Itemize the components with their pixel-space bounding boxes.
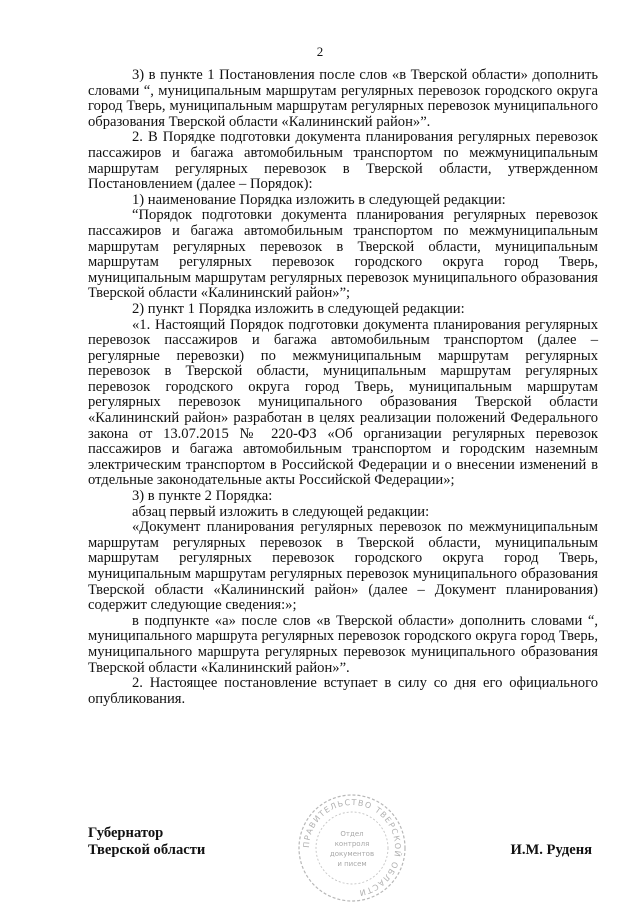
document-body	[88, 68, 598, 707]
page-number: 2	[316, 44, 324, 59]
paragraph-11: 2. Настоящее постановление вступает в силу со дня его официального опубликования.	[88, 675, 598, 707]
paragraph-7: 3) в пункте 2 Порядка:	[132, 488, 273, 505]
paragraph-2: 2. В Порядке подготовки документа планирования регулярных перевозок пассажиров и багажа автомобильным транспортом по межмуниципальным маршрутам регулярных перевозок в Тверской области, утвержденном Постановлением (далее – Порядок):	[88, 129, 598, 193]
paragraph-5: 2) пункт 1 Порядка изложить в следующей редакции:	[132, 300, 465, 317]
seal-center-line-2: контроля	[334, 840, 370, 848]
paragraph-8: абзац первый изложить в следующей редакции:	[132, 503, 430, 520]
signature-title-line-2: Тверской области	[88, 842, 206, 858]
seal-ring-text: ПРАВИТЕЛЬСТВО ТВЕРСКОЙ ОБЛАСТИ	[301, 797, 403, 898]
seal-center-line-4: и писем	[337, 860, 367, 868]
paragraph-4: “Порядок подготовки документа планирования регулярных перевозок пассажиров и багажа автомобильным транспортом по межмуниципальным маршрутам регулярных перевозок в Тверской области, муниципальным маршрутам регулярных перевозок городского округа город Тверь, муниципальным маршрутам регулярных перевозок муниципального образования Тверской области «Калининский район»”;	[88, 207, 598, 302]
seal-center-line-3: документов	[329, 850, 375, 858]
paragraph-3: 1) наименование Порядка изложить в следующей редакции:	[132, 191, 506, 208]
paragraph-1: 3) в пункте 1 Постановления после слов «в Тверской области» дополнить словами “, муниципальным маршрутам регулярных перевозок городского округа город Тверь, муниципальным маршрутам регулярных перевозок муниципального образования Тверской области «Калининский район»”.	[88, 67, 598, 130]
official-seal-stamp	[296, 792, 408, 904]
paragraph-10: в подпункте «а» после слов «в Тверской области» дополнить словами “, муниципального маршрута регулярных перевозок городского округа город Тверь, муниципального маршрута регулярных перевозок муниципального образования Тверской области «Калининский район»”.	[88, 612, 598, 676]
paragraph-6: «1. Настоящий Порядок подготовки документа планирования регулярных перевозок пассажиров и багажа автомобильным транспортом (далее – регулярные перевозки) по межмуниципальным маршрутам регулярных перевозок в Тверской области, муниципальным маршрутам регулярных перевозок городского округа город Тверь, муниципальным маршрутам регулярных перевозок муниципального образования Тверской области «Калининский район» разработан в целях реализации положений Федерального закона от 13.07.2015 № 220-ФЗ «Об организации регулярных перевозок пассажиров и багажа автомобильным транспортом и городским наземным электрическим транспортом в Российской Федерации и о внесении изменений в отдельные законодательные акты Российской Федерации»;	[88, 316, 598, 489]
signature-title	[88, 825, 205, 859]
paragraph-9: «Документ планирования регулярных перевозок по межмуниципальным маршрутам регулярных перевозок в Тверской области, муниципальным маршрутам регулярных перевозок городского округа город Тверь, муниципальным маршрутам регулярных перевозок муниципального образования Тверской области «Калининский район» (далее – Документ планирования) содержит следующие сведения:»;	[88, 519, 598, 614]
signature-title-line-1: Губернатор	[88, 825, 164, 841]
seal-center-line-1: Отдел	[340, 830, 364, 838]
signatory-name: И.М. Руденя	[510, 842, 592, 858]
